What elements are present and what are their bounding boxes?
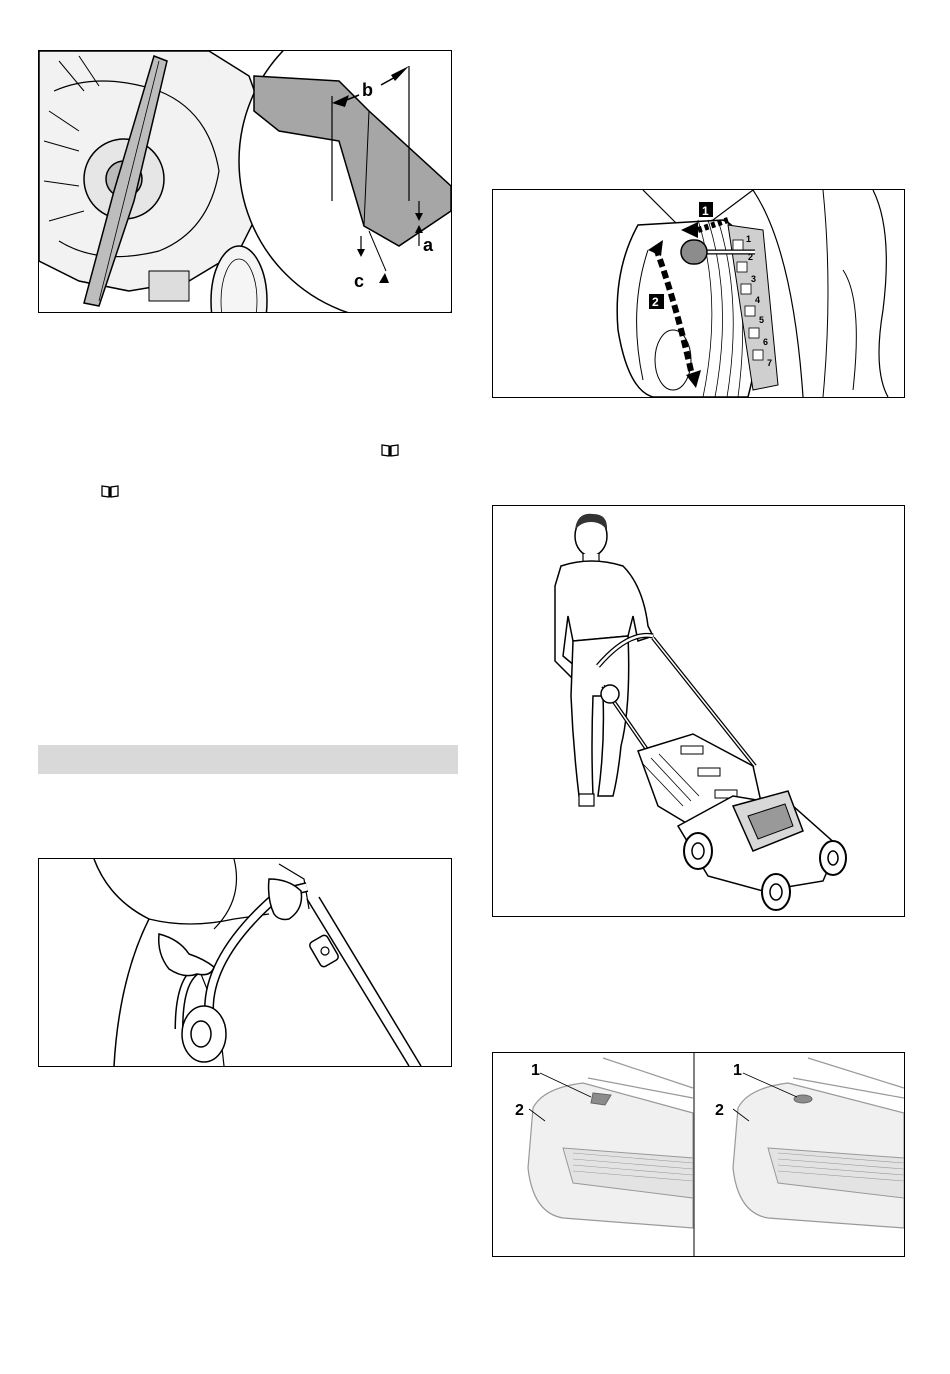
indicator-left-label-2: 2: [515, 1102, 524, 1119]
scale-mark: 6: [763, 337, 769, 347]
height-adjust-illustration: [493, 190, 904, 397]
book-icon: [101, 485, 119, 498]
scale-mark: 2: [748, 252, 754, 262]
scale-mark: 4: [755, 295, 761, 305]
blade-illustration: [39, 51, 451, 312]
scale-mark: 3: [751, 274, 757, 284]
indicator-right-label-2: 2: [715, 1102, 724, 1119]
scale-mark: 1: [746, 234, 752, 244]
indicator-right-panel: [715, 1058, 904, 1228]
indicator-illustration: [493, 1053, 904, 1256]
indicator-figure: [492, 1052, 905, 1257]
handle-grip-figure: [38, 858, 452, 1067]
indicator-right-label-1: 1: [733, 1062, 742, 1079]
blade-figure: [38, 50, 452, 313]
indicator-left-label-1: 1: [531, 1062, 540, 1079]
step-one-label: 1: [702, 204, 709, 218]
scale-mark: 7: [767, 358, 773, 368]
blade-label-a: a: [423, 235, 434, 255]
mowing-person-illustration: [493, 506, 904, 916]
section-heading-band: [38, 745, 458, 774]
indicator-left-panel: [515, 1058, 693, 1228]
book-icon: [381, 444, 399, 457]
height-adjust-figure: [492, 189, 905, 398]
mowing-person-figure: [492, 505, 905, 917]
scale-mark: 5: [759, 315, 765, 325]
blade-label-c: c: [354, 271, 365, 291]
step-two-label: 2: [652, 295, 659, 309]
handle-grip-illustration: [39, 859, 451, 1066]
blade-label-b: b: [362, 80, 373, 100]
